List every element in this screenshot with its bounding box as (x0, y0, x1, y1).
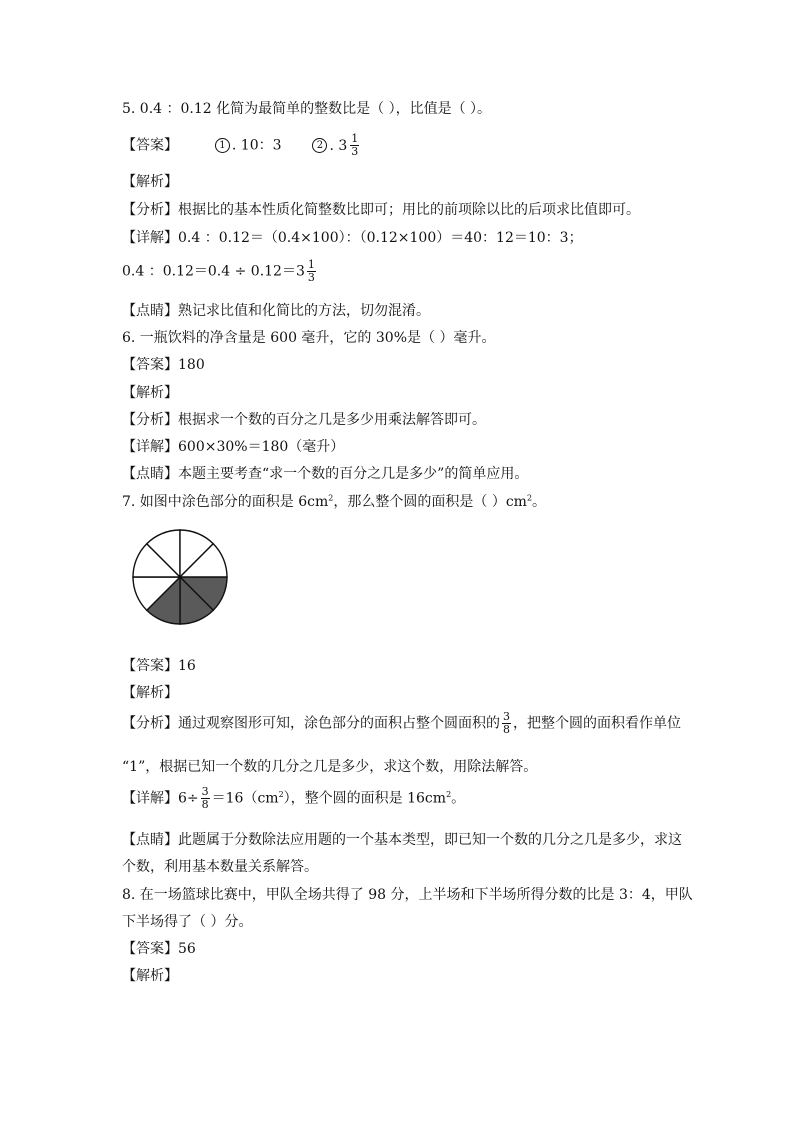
q6-xiangjie: 【详解】600×30%＝180（毫升） (122, 439, 345, 455)
q7-question: 7. 如图中涂色部分的面积是 $6cm^2$，那么整个圆的面积是（ ）$cm^2$。 (122, 493, 547, 510)
q5-fenxi: 【分析】根据比的基本性质化简整数比即可；用比的前项除以比的后项求比值即可。 (122, 202, 640, 218)
q5-xiangjie: 【详解】0.4 ：0.12＝（0.4×100）：（0.12×100）＝40：12＝10：3； (122, 230, 583, 246)
q7-answer: 【答案】16 (122, 658, 196, 674)
q6-analysis-tag: 【解析】 (122, 385, 178, 401)
q5-analysis-tag: 【解析】 (122, 174, 178, 190)
q6-fenxi: 【分析】根据求一个数的百分之几是多少用乘法解答即可。 (122, 412, 486, 428)
q5-calculation: 0.4 ：0.12＝0.4 ÷ 0.12＝3 $\frac{1}{3}$ (122, 258, 315, 284)
q6-dianjing: 【点睛】本题主要考查“求一个数的百分之几是多少”的简单应用。 (122, 466, 529, 482)
circled-number-2: 2 (312, 138, 327, 153)
q7-fenxi: 【分析】通过观察图形可知，涂色部分的面积占整个圆面积的 $\frac{3}{8}$ ，把整个圆的面积看作单位 (122, 710, 681, 736)
answer-tag: 【答案】 (122, 137, 178, 154)
q7-dianjing-cont: 个数，利用基本数量关系解答。 (122, 859, 318, 875)
q6-answer: 【答案】180 (122, 357, 205, 373)
q7-analysis-tag: 【解析】 (122, 685, 178, 701)
q5-dianjing: 【点睛】熟记求比值和化简比的方法，切勿混淆。 (122, 303, 430, 319)
q8-question-cont: 下半场得了（ ）分。 (122, 914, 253, 930)
q7-dianjing: 【点睛】此题属于分数除法应用题的一个基本类型，即已知一个数的几分之几是多少，求这 (122, 832, 682, 848)
q7-xiangjie: 【详解】6÷ $\frac{3}{8}$ $=16(cm^2)$，整个圆的面积是 $16cm^2$。 (122, 785, 466, 811)
q7-fenxi-cont: “1”，根据已知一个数的几分之几是多少，求这个数，用除法解答。 (122, 759, 538, 775)
q6-question: 6. 一瓶饮料的净含量是 600 毫升，它的 30%是（ ）毫升。 (122, 330, 496, 346)
q5-question: 5. 0.4 ：0.12 化简为最简单的整数比是（ ），比值是（ ）。 (122, 101, 492, 117)
q8-analysis-tag: 【解析】 (122, 968, 178, 984)
circled-number-1: 1 (215, 138, 230, 153)
q8-question: 8. 在一场篮球比赛中，甲队全场共得了 98 分，上半场和下半场所得分数的比是 3：4，甲队 (122, 887, 693, 903)
q8-answer: 【答案】56 (122, 941, 196, 957)
circle-figure (130, 527, 230, 627)
answer-mixed-fraction: . 3 $\frac{1}{3}$ (329, 132, 359, 158)
q5-answer (122, 133, 361, 158)
answer-ratio: . 10：3 (231, 137, 282, 154)
